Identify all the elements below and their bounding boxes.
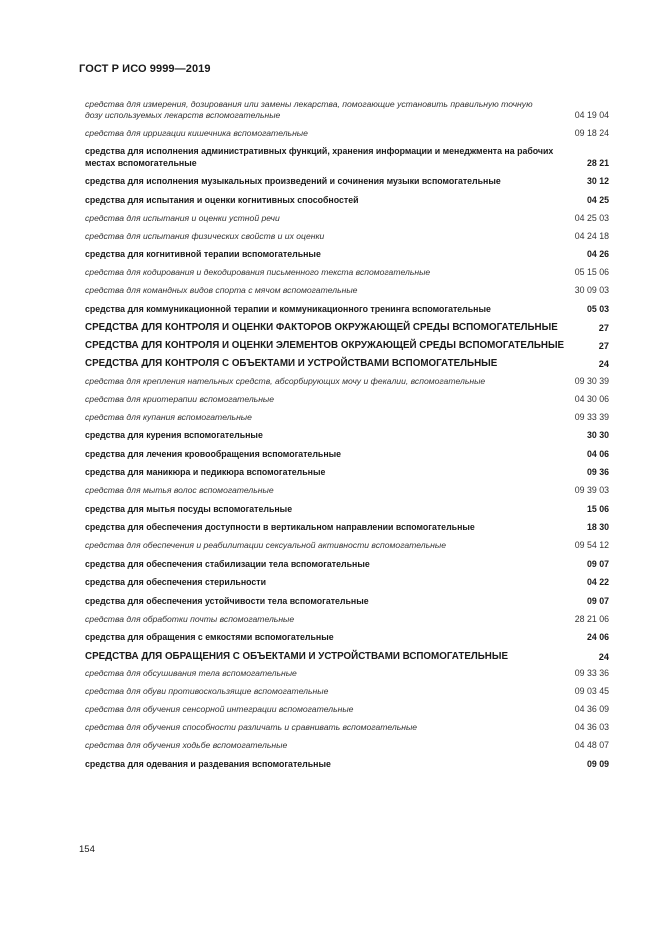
index-term: средства для обуви противоскользящие вспомогательные — [85, 686, 329, 696]
document-header: ГОСТ Р ИСО 9999—2019 — [79, 63, 211, 75]
index-term: средства для крепления нательных средств, абсорбирующих мочу и фекалии, вспомогательные — [85, 375, 486, 386]
index-term: средства для когнитивной терапии вспомогательные — [85, 249, 321, 259]
index-entry — [85, 193, 609, 212]
index-term: средства для обеспечения стерильности — [85, 577, 267, 587]
index-entry — [85, 320, 609, 338]
index-entry — [85, 484, 609, 502]
index-term: средства для купания вспомогательные — [85, 411, 252, 422]
index-term: средства для одевания и раздевания вспомогательные — [85, 758, 331, 769]
index-entry — [85, 302, 609, 321]
classification-code: 09 07 — [586, 558, 609, 569]
index-entry — [85, 757, 609, 776]
index-entry — [85, 356, 609, 374]
index-term: средства для исполнения музыкальных произведений и сочинения музыки вспомогательные — [85, 176, 501, 186]
index-term: средства для обучения ходьбе вспомогательные — [85, 740, 288, 750]
index-entry — [85, 539, 609, 557]
index-term: средства для испытания и оценки когнитивных способностей — [85, 194, 359, 205]
index-term: средства для мытья посуды вспомогательные — [85, 503, 293, 514]
classification-code: 04 36 03 — [574, 722, 609, 732]
index-term: средства для маникюра и педикюра вспомогательные — [85, 467, 326, 477]
classification-code: 27 — [598, 323, 609, 333]
classification-code: 04 22 — [586, 577, 609, 587]
index-entry — [85, 667, 609, 685]
classification-code: 24 — [598, 651, 609, 662]
index-term: средства для командных видов спорта с мячом вспомогательные — [85, 285, 358, 295]
classification-code: 05 03 — [586, 303, 609, 314]
index-entry — [85, 703, 609, 721]
index-entry — [85, 575, 609, 594]
classification-code: 04 48 07 — [574, 740, 609, 750]
classification-code: 09 03 45 — [574, 686, 609, 696]
classification-code: 30 30 — [586, 430, 609, 440]
page-number: 154 — [79, 844, 95, 855]
index-entry — [85, 721, 609, 739]
classification-code: 15 06 — [586, 503, 609, 514]
index-term: средства для измерения, дозирования или замены лекарства, помогающие установить правильную точную дозу используемых лекарств вспомогательные — [85, 98, 533, 120]
index-term: средства для мытья волос вспомогательные — [85, 485, 274, 495]
index-term: средства для обсушивания тела вспомогательные — [85, 668, 297, 678]
classification-code: 18 30 — [586, 522, 609, 532]
index-term: средства для испытания и оценки устной речи — [85, 212, 280, 223]
index-entry — [85, 338, 609, 356]
index-entry — [85, 685, 609, 703]
classification-code: 09 30 39 — [574, 375, 609, 386]
classification-code: 30 12 — [586, 176, 609, 186]
classification-code: 04 25 03 — [574, 212, 609, 223]
classification-code: 27 — [598, 341, 609, 351]
index-entry — [85, 428, 609, 447]
index-entry — [85, 594, 609, 613]
classification-code: 04 24 18 — [574, 230, 609, 241]
index-term: средства для испытания физических свойств и их оценки — [85, 230, 325, 241]
index-entry — [85, 739, 609, 757]
index-term: средства для обеспечения стабилизации тела вспомогательные — [85, 558, 370, 569]
index-entry — [85, 410, 609, 428]
index-term: средства для лечения кровообращения вспомогательные — [85, 448, 342, 459]
index-entry — [85, 502, 609, 521]
classification-code: 28 21 06 — [574, 613, 609, 624]
classification-code: 04 30 06 — [574, 393, 609, 404]
classification-code: 09 39 03 — [574, 485, 609, 495]
index-term: средства для обработки почты вспомогательные — [85, 613, 295, 624]
index-entry — [85, 211, 609, 229]
classification-code: 28 21 — [586, 157, 609, 168]
index-term: СРЕДСТВА ДЛЯ КОНТРОЛЯ И ОЦЕНКИ ЭЛЕМЕНТОВ ОКРУЖАЮЩЕЙ СРЕДЫ ВСПОМОГАТЕЛЬНЫЕ — [85, 340, 565, 351]
index-entry — [85, 630, 609, 649]
index-term: средства для курения вспомогательные — [85, 430, 263, 440]
index-term: СРЕДСТВА ДЛЯ ОБРАЩЕНИЯ С ОБЪЕКТАМИ И УСТРОЙСТВАМИ ВСПОМОГАТЕЛЬНЫЕ — [85, 650, 508, 662]
index-term: средства для исполнения административных функций, хранения информации и менеджмента на рабочих местах вспомогательные — [85, 146, 554, 168]
index-entry — [85, 247, 609, 266]
classification-code: 04 26 — [586, 249, 609, 259]
classification-code: 09 07 — [586, 595, 609, 606]
classification-code: 09 36 — [586, 467, 609, 477]
index-term: средства для коммуникационной терапии и коммуникационного тренинга вспомогательные — [85, 303, 491, 314]
classification-code: 04 06 — [586, 448, 609, 459]
classification-code: 24 06 — [586, 632, 609, 642]
index-term: средства для ирригации кишечника вспомогательные — [85, 127, 308, 138]
index-entry — [85, 229, 609, 247]
index-entry — [85, 520, 609, 539]
index-entry — [85, 174, 609, 193]
classification-code: 09 33 39 — [574, 411, 609, 422]
classification-code: 04 19 04 — [574, 109, 609, 120]
index-term: СРЕДСТВА ДЛЯ КОНТРОЛЯ И ОЦЕНКИ ФАКТОРОВ ОКРУЖАЮЩЕЙ СРЕДЫ ВСПОМОГАТЕЛЬНЫЕ — [85, 322, 558, 333]
index-list — [85, 97, 609, 775]
classification-code: 09 33 36 — [574, 668, 609, 678]
index-entry — [85, 266, 609, 284]
index-term: средства для обучения способности различать и сравнивать вспомогательные — [85, 722, 418, 732]
index-entry — [85, 144, 609, 174]
classification-code: 04 36 09 — [574, 704, 609, 714]
classification-code: 05 15 06 — [574, 267, 609, 277]
classification-code: 04 25 — [586, 194, 609, 205]
classification-code: 09 18 24 — [574, 127, 609, 138]
index-term: СРЕДСТВА ДЛЯ КОНТРОЛЯ С ОБЪЕКТАМИ И УСТРОЙСТВАМИ ВСПОМОГАТЕЛЬНЫЕ — [85, 358, 498, 369]
index-entry — [85, 649, 609, 667]
classification-code: 24 — [598, 359, 609, 369]
classification-code: 09 09 — [586, 758, 609, 769]
index-term: средства для обучения сенсорной интеграции вспомогательные — [85, 704, 354, 714]
index-term: средства для обеспечения устойчивости тела вспомогательные — [85, 595, 369, 606]
index-entry — [85, 447, 609, 466]
index-term: средства для обеспечения и реабилитации сексуальной активности вспомогательные — [85, 540, 446, 550]
index-entry — [85, 557, 609, 576]
index-term: средства для кодирования и декодирования письменного текста вспомогательные — [85, 267, 431, 277]
index-entry — [85, 97, 609, 126]
classification-code: 09 54 12 — [574, 540, 609, 550]
classification-code: 30 09 03 — [574, 285, 609, 295]
index-term: средства для обеспечения доступности в вертикальном направлении вспомогательные — [85, 522, 475, 532]
index-entry — [85, 126, 609, 144]
index-term: средства для обращения с емкостями вспомогательные — [85, 632, 334, 642]
index-entry — [85, 284, 609, 302]
index-entry — [85, 392, 609, 410]
index-entry — [85, 465, 609, 484]
index-term: средства для криотерапии вспомогательные — [85, 393, 275, 404]
index-entry — [85, 374, 609, 392]
index-entry — [85, 612, 609, 630]
